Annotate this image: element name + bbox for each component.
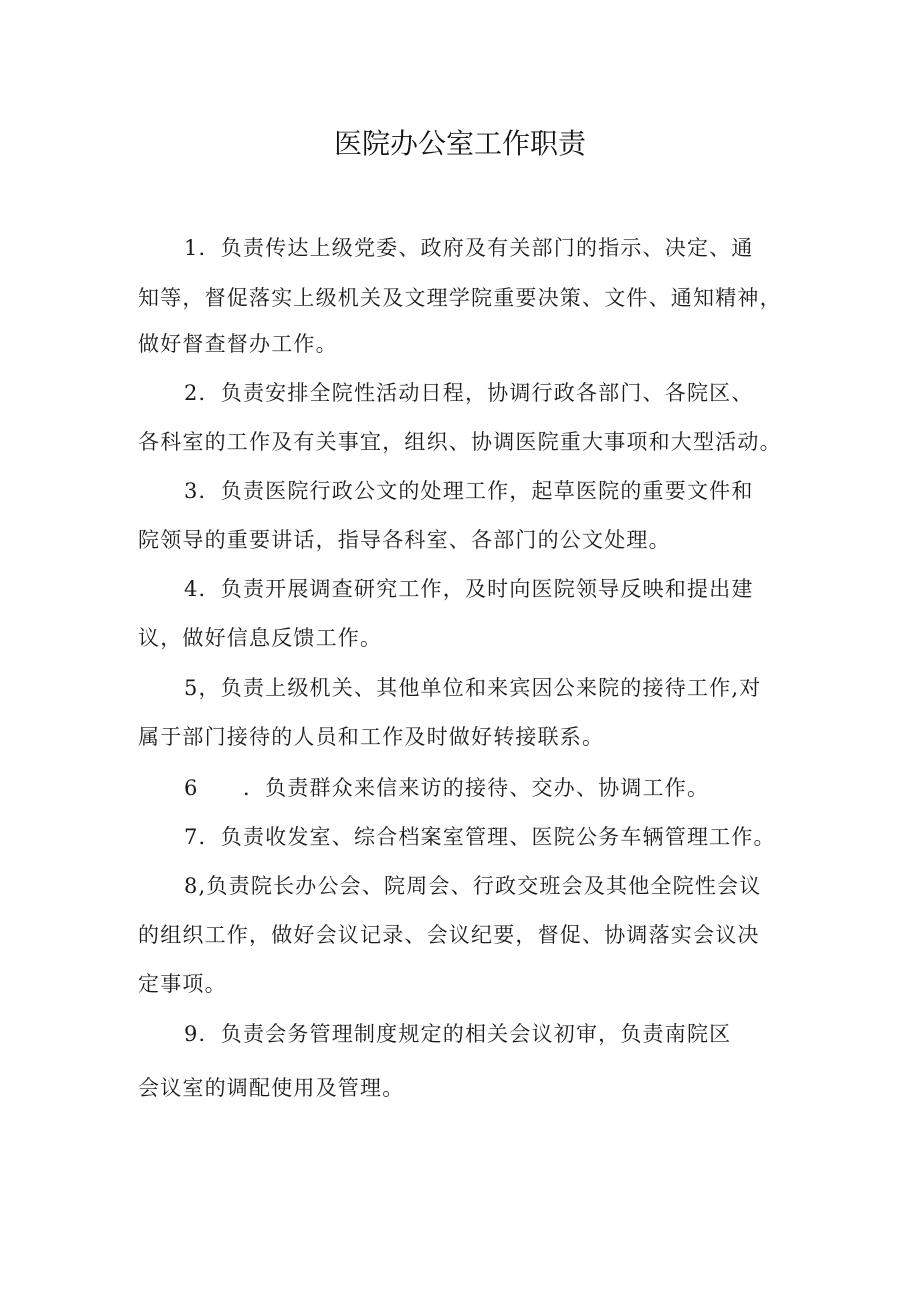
item-8-line-2: 的组织工作，做好会议记录、会议纪要，督促、协调落实会议决	[138, 923, 760, 947]
item-7-line-1: 7．负责收发室、综合档案室管理、医院公务车辆管理工作。	[184, 825, 776, 849]
item-5-line-1: 5，负责上级机关、其他单位和来宾因公来院的接待工作,对	[184, 676, 762, 700]
item-1-line-1: 1．负责传达上级党委、政府及有关部门的指示、决定、通	[184, 236, 754, 260]
item-2-line-1: 2．负责安排全院性活动日程，协调行政各部门、各院区、	[184, 381, 754, 405]
item-4-line-1: 4．负责开展调查研究工作，及时向医院领导反映和提出建	[184, 577, 754, 601]
item-1-line-3: 做好督查督办工作。	[138, 332, 338, 356]
item-3-line-2: 院领导的重要讲话，指导各科室、各部门的公文处理。	[138, 528, 671, 552]
item-4-line-2: 议，做好信息反馈工作。	[138, 626, 383, 650]
item-8-line-3: 定事项。	[138, 972, 227, 996]
item-2-line-2: 各科室的工作及有关事宜，组织、协调医院重大事项和大型活动。	[138, 430, 782, 454]
item-1-line-2: 知等，督促落实上级机关及文理学院重要决策、文件、通知精神，	[138, 286, 782, 310]
item-6-line-1: 6 ．负责群众来信来访的接待、交办、协调工作。	[184, 776, 710, 800]
document-title: 医院办公室工作职责	[333, 127, 586, 160]
item-9-line-2: 会议室的调配使用及管理。	[138, 1076, 405, 1100]
item-3-line-1: 3．负责医院行政公文的处理工作，起草医院的重要文件和	[184, 479, 754, 503]
item-8-line-1: 8,负责院长办公会、院周会、行政交班会及其他全院性会议	[184, 874, 762, 898]
item-5-line-2: 属于部门接待的人员和工作及时做好转接联系。	[138, 725, 605, 749]
item-9-line-1: 9．负责会务管理制度规定的相关会议初审，负责南院区	[184, 1022, 732, 1046]
